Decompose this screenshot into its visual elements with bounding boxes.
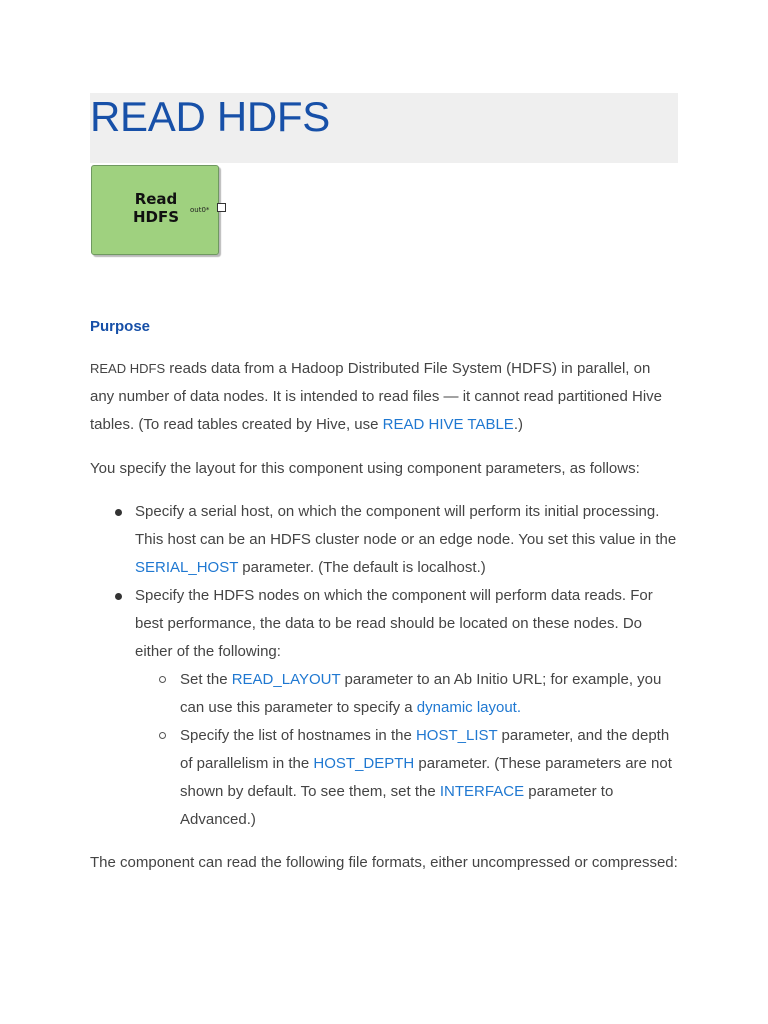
bullet-text-end: parameter. (The default is localhost.) [238, 559, 486, 576]
component-name: READ HDFS [90, 361, 166, 376]
component-label-line2: HDFS [132, 208, 180, 226]
formats-intro-paragraph: The component can read the following file formats, either uncompressed or compressed: [90, 854, 678, 871]
output-port-icon [217, 203, 226, 212]
title-bar [90, 93, 678, 163]
sub-bullet-text: Specify the list of hostnames in the [180, 727, 416, 744]
read-layout-link[interactable]: READ_LAYOUT [231, 671, 341, 688]
interface-link[interactable]: INTERFACE [439, 783, 525, 800]
sub-bullet-text: parameter, and the depth of parallelism in the [180, 727, 670, 772]
intro-paragraph [90, 355, 678, 439]
list-item [90, 498, 678, 582]
page-title: READ HDFS [90, 93, 330, 140]
purpose-heading: Purpose [90, 318, 151, 335]
bullet-text: Specify a serial host, on which the component will perform its initial processing. This host can be an HDFS cluster node or an edge node. You set this value in the [135, 503, 677, 548]
host-list-link[interactable]: HOST_LIST [415, 727, 498, 744]
host-depth-link[interactable]: HOST_DEPTH [313, 755, 415, 772]
serial-host-link[interactable]: SERIAL_HOST [135, 559, 239, 576]
sub-bullet-text-end: . [516, 699, 522, 716]
layout-bullet-list [90, 498, 678, 834]
intro-text-end: .) [513, 416, 523, 433]
sub-bullet-text: parameter. (These parameters are not shown by default. To see them, set the [180, 755, 672, 800]
sub-bullet-text-end: parameter to Advanced.) [180, 783, 614, 828]
component-diagram [90, 164, 678, 284]
layout-intro-paragraph: You specify the layout for this component using component parameters, as follows: [90, 460, 640, 477]
list-item [135, 666, 678, 722]
document-page [90, 93, 678, 877]
sub-bullet-list [135, 666, 678, 834]
component-label-line1: Read [134, 190, 178, 208]
intro-text: reads data from a Hadoop Distributed File System (HDFS) in parallel, on any number of data nodes. It is intended to read files — it cannot read partitioned Hive tables. (To read tables created by Hive, use [90, 360, 663, 433]
sub-bullet-text: Set the [180, 671, 232, 688]
list-item [135, 722, 678, 834]
sub-bullet-text: parameter to an Ab Initio URL; for example, you can use this parameter to specify a [180, 671, 662, 716]
bullet-text: Specify the HDFS nodes on which the component will perform data reads. For best performance, the data to be read should be located on these nodes. Do either of the following: [135, 587, 653, 660]
read-hdfs-component-box [91, 165, 219, 255]
component-label [130, 190, 182, 226]
dynamic-layout-link[interactable]: dynamic layout [416, 699, 517, 716]
read-hive-table-link[interactable]: READ HIVE TABLE [382, 416, 514, 433]
list-item [90, 582, 678, 834]
output-port-label: out0* [190, 206, 210, 214]
